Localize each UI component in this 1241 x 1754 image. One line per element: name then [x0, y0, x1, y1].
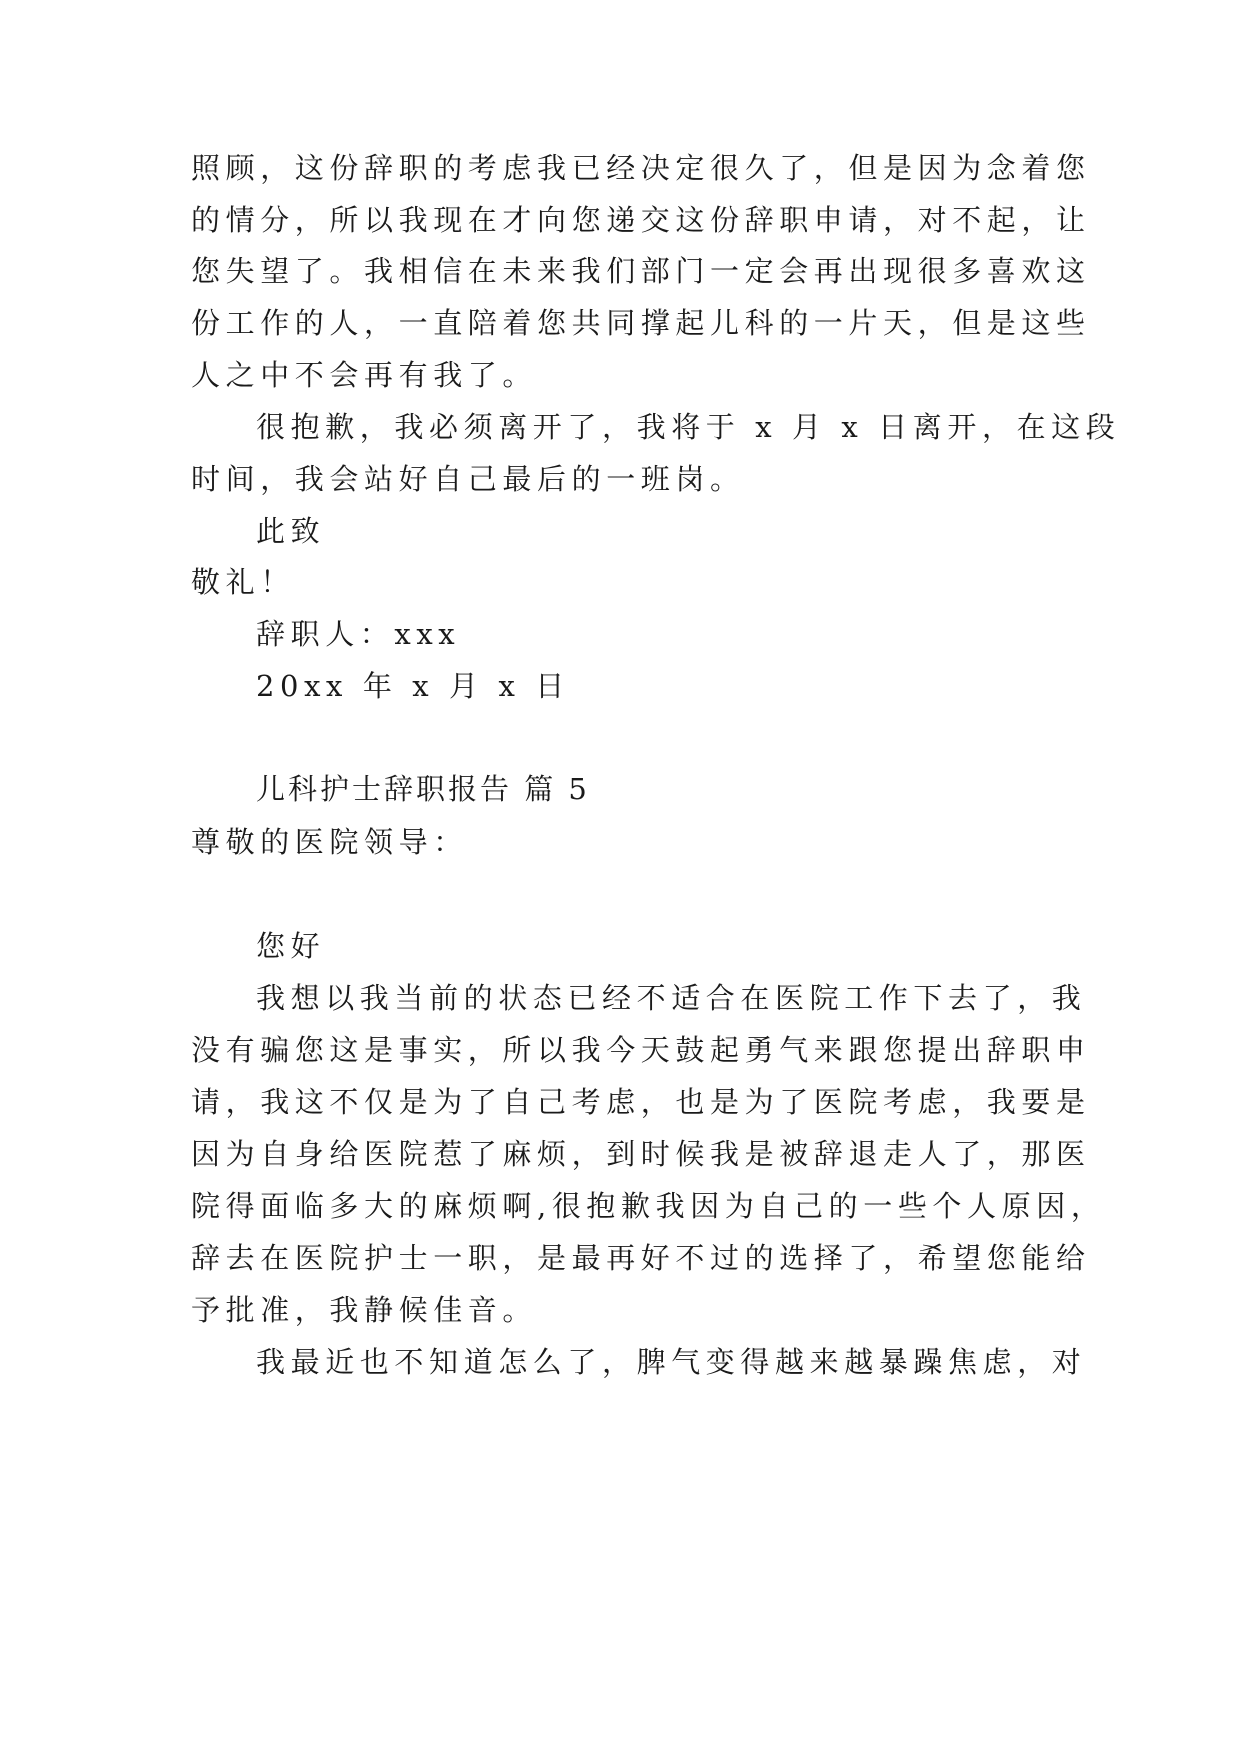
- greeting: 您好: [256, 929, 326, 963]
- addressee: 尊敬的医院领导：: [191, 825, 468, 859]
- closing-salutation: 此致: [256, 514, 326, 548]
- paragraph-line: 院得面临多大的麻烦啊,很抱歉我因为自己的一些个人原因，: [191, 1189, 1106, 1223]
- paragraph-line: 我想以我当前的状态已经不适合在医院工作下去了，我: [256, 981, 1087, 1015]
- paragraph-line: 予批准，我静候佳音。: [191, 1293, 538, 1327]
- signer: 辞职人：xxx: [256, 617, 461, 651]
- paragraph-line: 人之中不会再有我了。: [191, 358, 538, 392]
- paragraph-line: 请，我这不仅是为了自己考虑，也是为了医院考虑，我要是: [191, 1085, 1091, 1119]
- paragraph-line: 照顾，这份辞职的考虑我已经决定很久了，但是因为念着您: [191, 151, 1091, 185]
- paragraph-line: 没有骗您这是事实，所以我今天鼓起勇气来跟您提出辞职申: [191, 1033, 1091, 1067]
- signature-date: 20xx 年 x 月 x 日: [256, 669, 570, 703]
- paragraph-line: 您失望了。我相信在未来我们部门一定会再出现很多喜欢这: [191, 254, 1091, 288]
- paragraph-line: 因为自身给医院惹了麻烦，到时候我是被辞退走人了，那医: [191, 1137, 1091, 1171]
- paragraph-line: 的情分，所以我现在才向您递交这份辞职申请，对不起，让: [191, 203, 1091, 237]
- paragraph-line: 份工作的人，一直陪着您共同撑起儿科的一片天，但是这些: [191, 306, 1091, 340]
- paragraph-line: 辞去在医院护士一职，是最再好不过的选择了，希望您能给: [191, 1241, 1091, 1275]
- closing-regards: 敬礼！: [191, 565, 295, 599]
- paragraph-line: 很抱歉，我必须离开了，我将于 x 月 x 日离开，在这段: [256, 410, 1121, 444]
- paragraph-line: 我最近也不知道怎么了，脾气变得越来越暴躁焦虑，对: [256, 1345, 1087, 1379]
- section-title: 儿科护士辞职报告 篇 5: [256, 772, 590, 806]
- paragraph-line: 时间，我会站好自己最后的一班岗。: [191, 462, 745, 496]
